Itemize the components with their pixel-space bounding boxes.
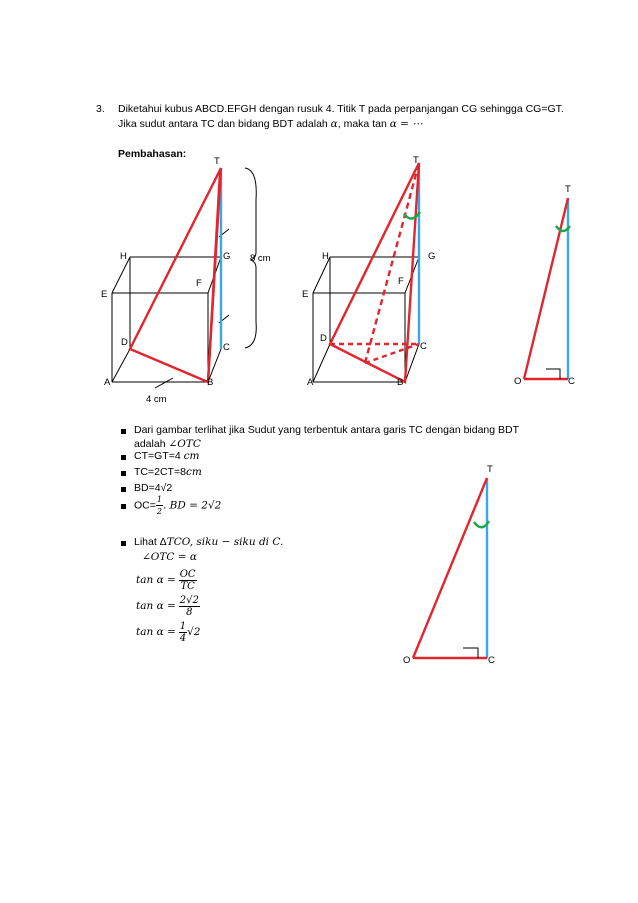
fig2-label-c: C (420, 341, 427, 352)
bullet-1-line-2: adalah ∠OTC (134, 438, 201, 450)
fig1-label-e: E (101, 289, 108, 300)
figure-3-triangle (524, 198, 568, 379)
fig1-height-label: 8 cm (250, 253, 271, 264)
problem-line-1: Diketahui kubus ABCD.EFGH dengan rusuk 4. Titik T pada perpanjangan CG sehingga CG=GT. (118, 103, 564, 115)
figure-1-triangle (130, 168, 221, 382)
fig2-label-a: A (307, 377, 314, 388)
fig4-label-t: T (487, 464, 493, 475)
fig4-label-c: C (488, 655, 495, 666)
fig3-label-t: T (565, 184, 571, 195)
fig4-label-o: O (403, 655, 411, 666)
fig2-label-d: D (320, 333, 327, 344)
figure-4-right-angle (463, 648, 478, 658)
bullet-1 (121, 429, 126, 434)
problem-line-2: Jika sudut antara TC dan bidang BDT adalah α, maka tan α = ⋯ (118, 118, 423, 130)
figure-4-triangle (413, 478, 487, 658)
fig1-label-b: B (207, 377, 214, 388)
bullet-1-line-1: Dari gambar terlihat jika Sudut yang terbentuk antara garis TC dengan bidang BDT (134, 424, 520, 436)
fig2-label-h: H (322, 251, 329, 262)
fig2-label-t: T (413, 155, 419, 166)
figure-1-cube (112, 168, 256, 388)
bullet-3 (121, 471, 126, 476)
bullet-6 (121, 541, 126, 546)
pembahasan-title: Pembahasan: (118, 148, 187, 160)
bullet-2-text: CT=GT=4 cm (134, 450, 200, 462)
bullet-2 (121, 455, 126, 460)
fig3-label-c: C (568, 376, 575, 387)
fig1-label-d: D (121, 337, 128, 348)
bullet-5 (121, 504, 126, 509)
fig2-label-e: E (302, 289, 309, 300)
problem-number: 3. (96, 103, 105, 115)
figure-2-triangle (330, 163, 419, 382)
fig1-label-c: C (223, 342, 230, 353)
bullet-4 (121, 487, 126, 492)
tan-step-1: tan α = $\frac{OC}{TC}$ (136, 568, 196, 592)
bullet-3-text: TC=2CT=8cm (134, 466, 202, 478)
fig1-label-g: G (223, 251, 231, 262)
bullet-5-text: OC= $\frac{1}{2}$ . BD = 2√2 (134, 495, 222, 516)
look-line: Lihat ΔTCO, siku − siku di C. (134, 536, 284, 548)
angle-equation: ∠OTC = α (142, 551, 198, 563)
fig1-edge-label: 4 cm (146, 394, 167, 405)
fig1-label-t: T (214, 156, 220, 167)
fig2-label-g: G (428, 251, 436, 262)
fig2-label-f: F (398, 276, 404, 287)
fig1-label-f: F (196, 278, 202, 289)
fig2-label-b: B (397, 377, 404, 388)
fig3-label-o: O (514, 376, 522, 387)
figure-3-right-angle (546, 369, 560, 379)
tan-step-2: tan α = $\frac{2√2}{8}$ (136, 594, 199, 618)
fig1-label-h: H (120, 251, 127, 262)
bullet-4-text: BD=4√2 (134, 482, 173, 494)
tan-step-3: tan α = $\frac{1}{4}$ √2 (136, 620, 201, 644)
fig1-label-a: A (104, 377, 111, 388)
